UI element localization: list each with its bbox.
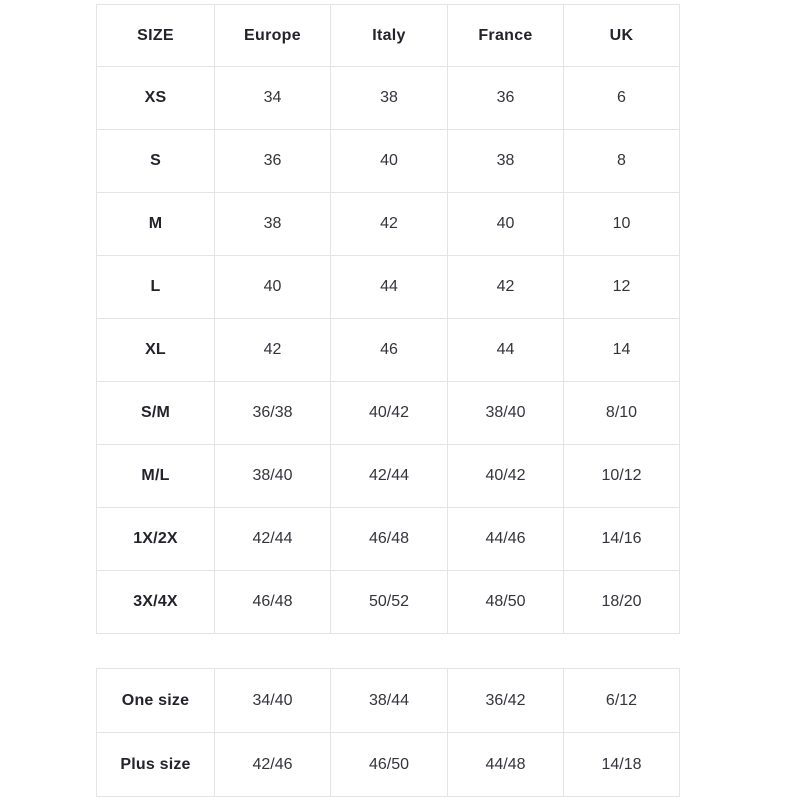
table-row	[97, 256, 680, 319]
cell-europe: 34/40	[215, 669, 331, 733]
cell-france: 38/40	[448, 382, 564, 445]
cell-italy: 46/48	[331, 508, 448, 571]
table-row	[97, 669, 680, 733]
cell-italy: 38/44	[331, 669, 448, 733]
table-row	[97, 571, 680, 634]
cell-uk: 14	[564, 319, 680, 382]
cell-europe: 40	[215, 256, 331, 319]
cell-italy: 44	[331, 256, 448, 319]
cell-europe: 34	[215, 67, 331, 130]
cell-italy: 46	[331, 319, 448, 382]
cell-italy: 38	[331, 67, 448, 130]
cell-europe: 42/46	[215, 733, 331, 797]
table-row	[97, 67, 680, 130]
cell-italy: 40	[331, 130, 448, 193]
cell-uk: 8	[564, 130, 680, 193]
table-header-row	[97, 5, 680, 67]
cell-france: 40/42	[448, 445, 564, 508]
row-label: XL	[97, 319, 215, 382]
column-header-uk: UK	[564, 5, 680, 67]
table-body	[97, 669, 680, 797]
column-header-size: SIZE	[97, 5, 215, 67]
cell-europe: 46/48	[215, 571, 331, 634]
cell-italy: 42	[331, 193, 448, 256]
cell-france: 40	[448, 193, 564, 256]
cell-italy: 40/42	[331, 382, 448, 445]
size-conversion-table-container	[96, 4, 679, 634]
cell-france: 44	[448, 319, 564, 382]
cell-europe: 36/38	[215, 382, 331, 445]
cell-france: 48/50	[448, 571, 564, 634]
cell-uk: 10	[564, 193, 680, 256]
table-row	[97, 193, 680, 256]
row-label: XS	[97, 67, 215, 130]
size-conversion-table	[96, 4, 680, 634]
one-size-table	[96, 668, 680, 797]
table-row	[97, 319, 680, 382]
cell-uk: 8/10	[564, 382, 680, 445]
cell-europe: 36	[215, 130, 331, 193]
row-label: M	[97, 193, 215, 256]
cell-france: 44/46	[448, 508, 564, 571]
row-label: S	[97, 130, 215, 193]
column-header-france: France	[448, 5, 564, 67]
row-label: L	[97, 256, 215, 319]
cell-europe: 38/40	[215, 445, 331, 508]
cell-uk: 14/16	[564, 508, 680, 571]
row-label: Plus size	[97, 733, 215, 797]
cell-uk: 12	[564, 256, 680, 319]
table-header	[97, 5, 680, 67]
row-label: M/L	[97, 445, 215, 508]
table-row	[97, 382, 680, 445]
cell-uk: 6	[564, 67, 680, 130]
cell-uk: 6/12	[564, 669, 680, 733]
cell-uk: 10/12	[564, 445, 680, 508]
column-header-europe: Europe	[215, 5, 331, 67]
cell-uk: 18/20	[564, 571, 680, 634]
cell-italy: 50/52	[331, 571, 448, 634]
cell-europe: 38	[215, 193, 331, 256]
cell-france: 44/48	[448, 733, 564, 797]
cell-france: 42	[448, 256, 564, 319]
table-row	[97, 130, 680, 193]
table-row	[97, 445, 680, 508]
cell-france: 38	[448, 130, 564, 193]
table-body	[97, 67, 680, 634]
row-label: 3X/4X	[97, 571, 215, 634]
cell-france: 36	[448, 67, 564, 130]
row-label: 1X/2X	[97, 508, 215, 571]
cell-europe: 42/44	[215, 508, 331, 571]
cell-uk: 14/18	[564, 733, 680, 797]
cell-italy: 46/50	[331, 733, 448, 797]
table-row	[97, 508, 680, 571]
column-header-italy: Italy	[331, 5, 448, 67]
cell-italy: 42/44	[331, 445, 448, 508]
table-row	[97, 733, 680, 797]
row-label: One size	[97, 669, 215, 733]
row-label: S/M	[97, 382, 215, 445]
one-size-table-container	[96, 668, 679, 797]
cell-europe: 42	[215, 319, 331, 382]
cell-france: 36/42	[448, 669, 564, 733]
